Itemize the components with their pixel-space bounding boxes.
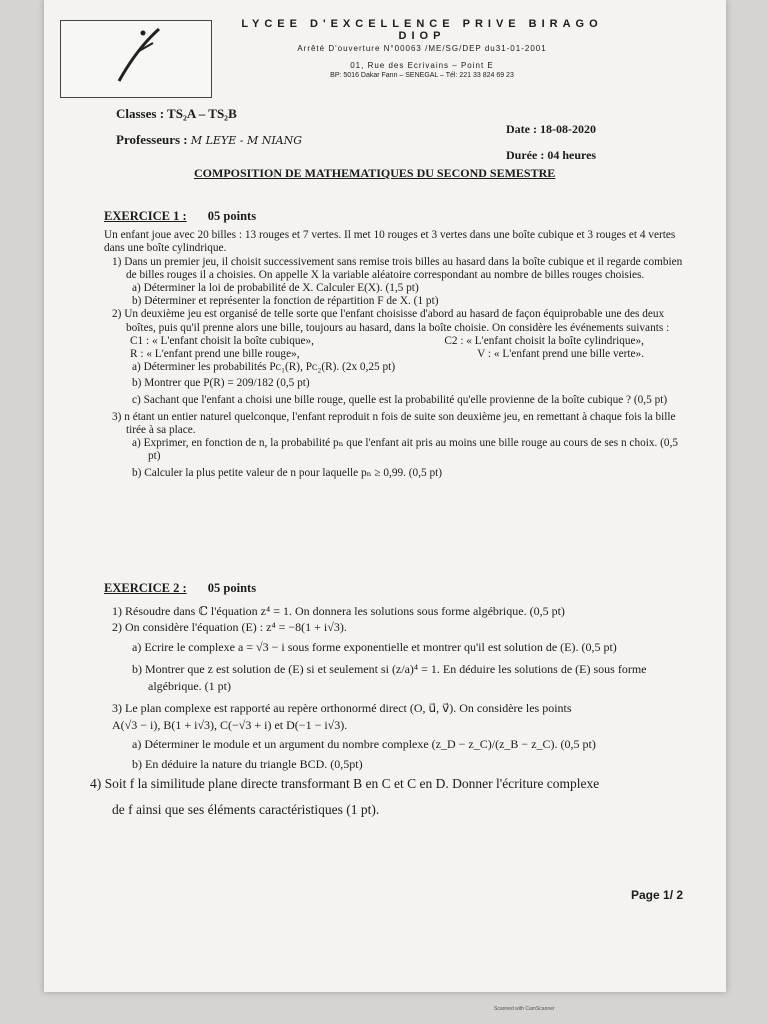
- school-logo: [60, 20, 212, 98]
- event-c1: C1 : « L'enfant choisit la boîte cubique»,: [130, 334, 314, 347]
- professeurs-value: M LEYE - M NIANG: [190, 134, 303, 147]
- ex1-q2b: b) Montrer que P(R) = 209/182 (0,5 pt): [132, 377, 310, 390]
- logo-mark-icon: [61, 21, 211, 97]
- professeurs-label: Professeurs :: [116, 132, 188, 147]
- page-number: Page 1/ 2: [631, 888, 684, 902]
- exercise-2: [90, 580, 684, 820]
- exercise-1-points: 05 points: [207, 209, 257, 223]
- school-header: [222, 18, 622, 79]
- school-address: 01, Rue des Ecrivains – Point E: [350, 61, 494, 70]
- ex2-q2a: a) Ecrire le complexe a = √3 − i sous forme exponentielle et montrer qu'il est solution de (E). (0,5 pt): [132, 639, 617, 654]
- exercise-2-name: EXERCICE 2 :: [104, 581, 187, 595]
- event-v: V : « L'enfant prend une bille verte».: [477, 348, 644, 361]
- exam-title: COMPOSITION DE MATHEMATIQUES DU SECOND SEMESTRE: [194, 166, 556, 180]
- exercise-1-header: [104, 210, 684, 223]
- ex1-events-row-2: [104, 348, 684, 361]
- event-c2: C2 : « L'enfant choisit la boîte cylindrique»,: [444, 334, 644, 347]
- event-r: R : « L'enfant prend une bille rouge»,: [130, 348, 300, 361]
- professeurs-line: [116, 132, 302, 148]
- ex2-q2: 2) On considère l'équation (E) : z⁴ = −8(1 + i√3).: [112, 620, 347, 634]
- ex1-q3a: a) Exprimer, en fonction de n, la probabilité pₙ que l'enfant ait pris au moins une bille rouge au cours de ses n choix. (0,5 pt): [132, 437, 679, 463]
- ex2-q4-continued: de f ainsi que ses éléments caractéristiques (1 pt).: [112, 802, 380, 817]
- exam-duration: Durée : 04 heures: [506, 148, 597, 162]
- ex2-q3b: b) En déduire la nature du triangle BCD. (0,5pt): [132, 756, 363, 771]
- exercise-2-header: [104, 580, 684, 597]
- ex2-q3a: a) Déterminer le module et un argument du nombre complexe (z_D − z_C)/(z_B − z_C). (0,5 pt): [132, 737, 596, 751]
- ex1-q1a: a) Déterminer la loi de probabilité de X. Calculer E(X). (1,5 pt): [132, 282, 419, 295]
- ex1-q1b: b) Déterminer et représenter la fonction de répartition F de X. (1 pt): [132, 295, 439, 308]
- ex1-q1: 1) Dans un premier jeu, il choisit successivement sans remise trois billes au hasard dans la boîte cubique et il regarde combien de billes rouges il a choisies. On appelle X la variable aléatoire correspondant au nombre de billes rouges choisies.: [112, 255, 683, 281]
- ex2-q4: 4) Soit f la similitude plane directe transformant B en C et C en D. Donner l'écriture complexe: [90, 776, 600, 791]
- classes-label: Classes : TS₂A – TS₂B: [116, 106, 237, 121]
- ex1-q3b: b) Calculer la plus petite valeur de n pour laquelle pₙ ≥ 0,99. (0,5 pt): [132, 466, 443, 479]
- ex1-q2: 2) Un deuxième jeu est organisé de telle sorte que l'enfant choisisse d'abord au hasard de façon équiprobable une des deux boîtes, puis qu'il prenne alors une bille, toujours au hasard, dans la boîte choisie. On considère les événements suivants :: [112, 308, 670, 334]
- school-arrete: Arrêté D'ouverture N°00063 /ME/SG/DEP du31-01-2001: [297, 44, 547, 53]
- ex2-q2b: b) Montrer que z est solution de (E) si et seulement si (z/a)⁴ = 1. En déduire les solutions de (E) sous forme algébrique. (1 pt): [132, 662, 647, 693]
- ex2-q1: 1) Résoudre dans ℂ l'équation z⁴ = 1. On donnera les solutions sous forme algébrique. (0,5 pt): [112, 603, 565, 618]
- scanner-watermark: Scanned with CamScanner: [494, 1006, 555, 1012]
- exam-date: Date : 18-08-2020: [506, 122, 596, 136]
- ex1-intro: Un enfant joue avec 20 billes : 13 rouges et 7 vertes. Il met 10 rouges et 3 vertes dans une boîte cubique et 3 rouges et 4 vertes dans une boîte cylindrique.: [104, 229, 676, 255]
- exercise-2-points: 05 points: [207, 581, 257, 595]
- ex1-q3: 3) n étant un entier naturel quelconque, l'enfant reproduit n fois de suite son deuxième jeu, en remettant à chaque fois la bille tirée à sa place.: [112, 410, 676, 437]
- ex2-q3: 3) Le plan complexe est rapporté au repère orthonormé direct (O, u⃗, v⃗). On considère les points: [112, 701, 572, 715]
- exercise-1-name: EXERCICE 1 :: [104, 209, 187, 223]
- ex1-q2c: c) Sachant que l'enfant a choisi une bille rouge, quelle est la probabilité qu'elle provienne de la boîte cubique ? (0,5 pt): [132, 393, 668, 406]
- school-contact: BP: 5016 Dakar Fann – SENEGAL – Tél: 221 33 824 69 23: [330, 72, 514, 79]
- ex1-events-row-1: [104, 335, 684, 348]
- exam-meta-left: [116, 106, 302, 158]
- school-name: LYCEE D'EXCELLENCE PRIVE BIRAGO DIOP: [241, 18, 603, 42]
- ex2-q3-points: A(√3 − i), B(1 + i√3), C(−√3 + i) et D(−1 − i√3).: [112, 717, 348, 732]
- ex1-q2a: a) Déterminer les probabilités Pᴄ₁(R), Pᴄ₂(R). (2x 0,25 pt): [132, 361, 396, 374]
- exercise-1: [104, 210, 684, 480]
